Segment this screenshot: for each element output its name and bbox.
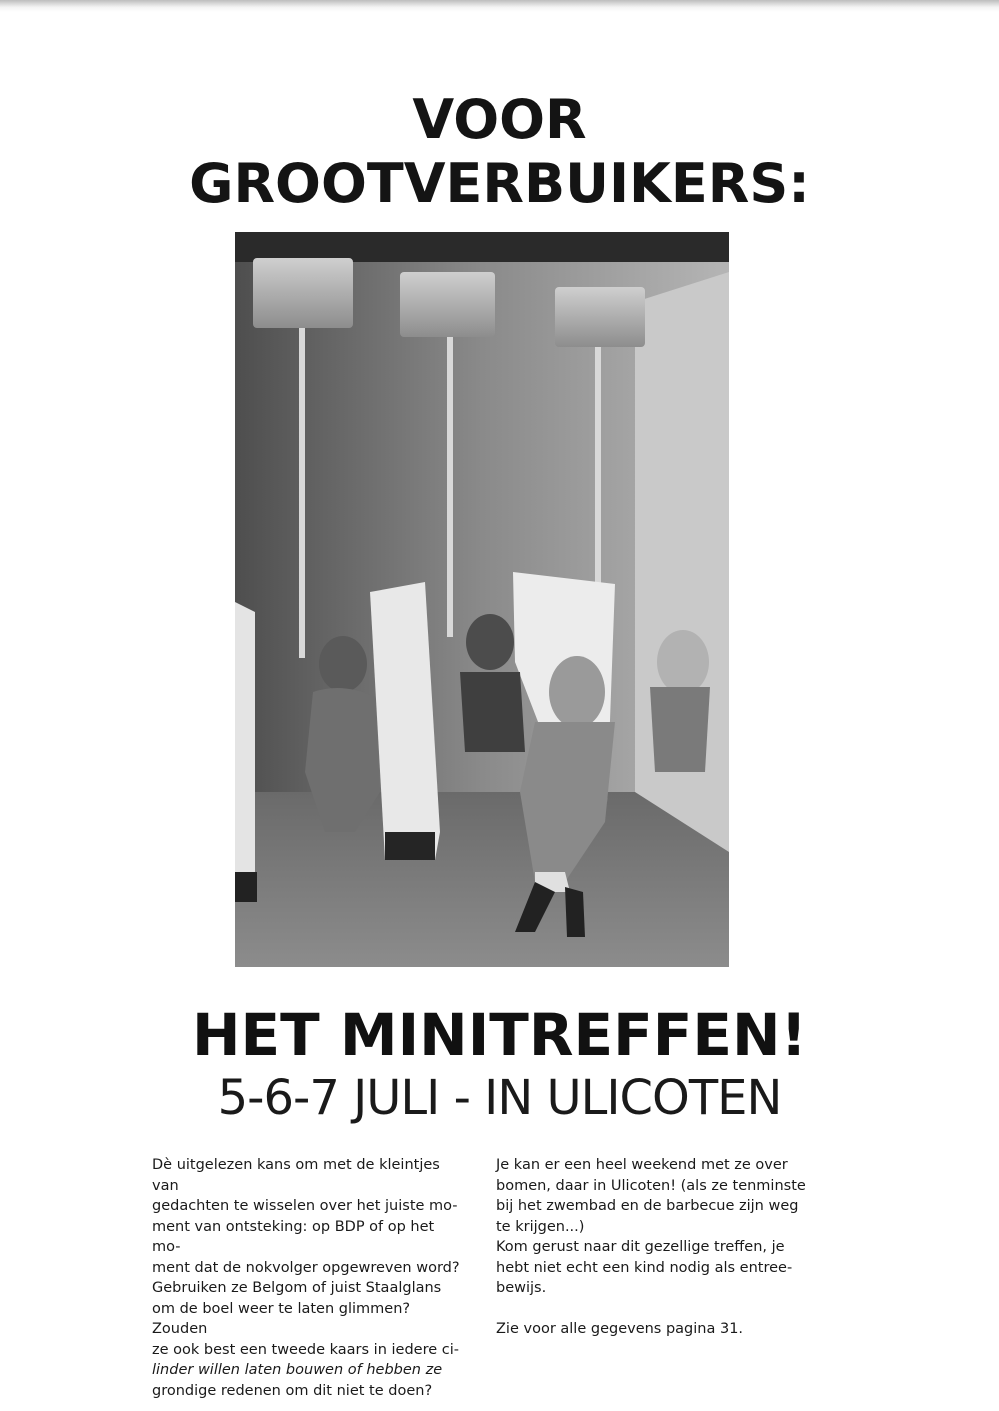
text-line: bewijs. <box>496 1280 547 1296</box>
text-line: hebt niet echt een kind nodig als entree- <box>496 1259 793 1276</box>
photo-children-toilets <box>235 232 729 967</box>
text-line: Gebruiken ze Belgom of juist Staalglans <box>152 1280 442 1296</box>
text-line: ment dat de nokvolger opgewreven word? <box>152 1259 460 1276</box>
text-line: bij het zwembad en de barbecue zijn weg <box>496 1198 799 1214</box>
text-line: om de boel weer te laten glimmen? Zouden <box>152 1300 411 1337</box>
text-line: ment van ontsteking: op BDP of op het mo- <box>152 1218 435 1255</box>
text-line: Kom gerust naar dit gezellige treffen, je <box>496 1239 785 1255</box>
headline-line-1: VOOR <box>412 88 587 151</box>
left-column <box>152 1155 462 1401</box>
event-title: HET MINITREFFEN! <box>191 1001 808 1069</box>
text-line-italic: linder willen laten bouwen of hebben ze <box>152 1362 443 1378</box>
right-column <box>496 1155 806 1339</box>
page-reference: Zie voor alle gegevens pagina 31. <box>496 1320 744 1337</box>
text-line: Dè uitgelezen kans om met de kleintjes van <box>152 1157 440 1194</box>
event-subtitle: 5-6-7 JULI - IN ULICOTEN <box>217 1070 782 1126</box>
text-line: te krijgen...) <box>496 1218 585 1235</box>
text-line: bomen, daar in Ulicoten! (als ze tenminste <box>496 1177 806 1194</box>
page-edge-shadow <box>0 0 999 12</box>
text-line: Je kan er een heel weekend met ze over <box>496 1157 788 1173</box>
text-line: gedachten te wisselen over het juiste mo- <box>152 1198 458 1214</box>
text-line: grondige redenen om dit niet te doen? <box>152 1382 433 1399</box>
text-line: ze ook best een tweede kaars in iedere ci- <box>152 1341 459 1358</box>
headline-line-2: GROOTVERBUIKERS: <box>189 152 810 215</box>
